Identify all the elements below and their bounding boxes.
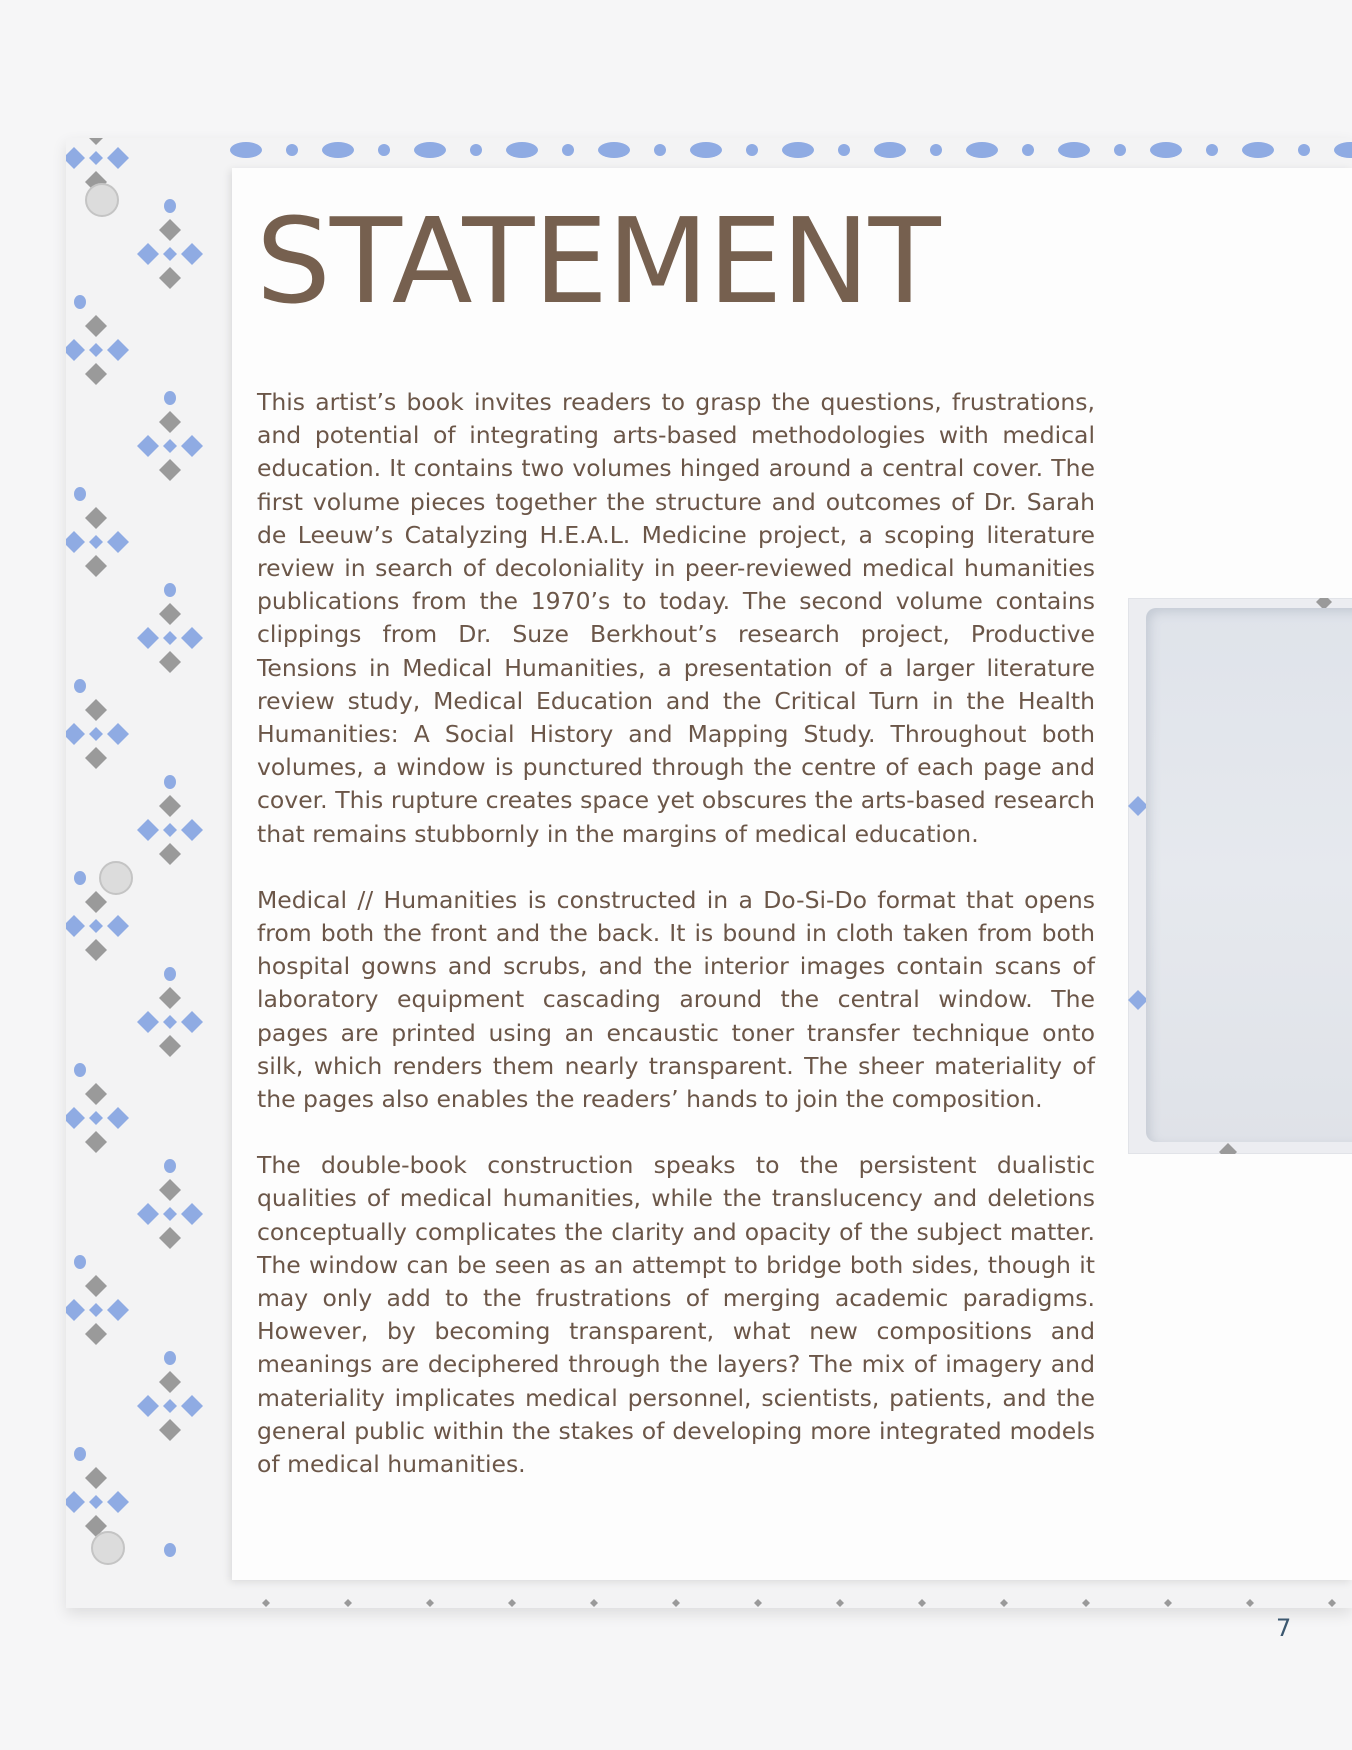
pattern-dot: [74, 871, 86, 885]
pattern-dot: [74, 295, 86, 309]
pattern-diamond: [89, 343, 103, 357]
pattern-dot: [782, 142, 814, 158]
pattern-diamond: [89, 151, 103, 165]
pattern-diamond: [137, 819, 159, 841]
pattern-diamond: [181, 435, 203, 457]
pattern-dot: [966, 142, 998, 158]
pattern-diamond: [66, 915, 85, 937]
pattern-diamond: [1328, 1599, 1336, 1607]
pattern-diamond: [590, 1599, 598, 1607]
pattern-diamond: [85, 747, 107, 769]
pattern-dot: [506, 142, 538, 158]
pattern-diamond: [181, 1011, 203, 1033]
pattern-diamond: [89, 535, 103, 549]
pattern-diamond: [836, 1599, 844, 1607]
pattern-diamond: [107, 1299, 129, 1321]
pattern-diamond: [159, 267, 181, 289]
pattern-diamond: [66, 1299, 85, 1321]
pattern-diamond: [66, 723, 85, 745]
page-number: 7: [1276, 1614, 1292, 1642]
pattern-diamond: [672, 1599, 680, 1607]
pattern-diamond: [159, 795, 181, 817]
pattern-diamond: [181, 1203, 203, 1225]
pattern-dot: [74, 487, 86, 501]
pattern-diamond: [426, 1599, 434, 1607]
pattern-diamond: [1128, 796, 1148, 816]
pattern-diamond: [262, 1599, 270, 1607]
pattern-dot: [1242, 142, 1274, 158]
pattern-diamond: [137, 1395, 159, 1417]
pattern-diamond: [159, 1419, 181, 1441]
pattern-diamond: [85, 555, 107, 577]
pattern-dot: [378, 144, 390, 156]
pattern-diamond: [159, 603, 181, 625]
pattern-diamond: [159, 1371, 181, 1393]
pattern-diamond: [181, 627, 203, 649]
paragraph-1: This artist’s book invites readers to grasp the questions, frustrations, and potential of integrating arts-based methodologies with medical education. It contains two volumes hinged around a central cover. The first volume pieces together the structure and outcomes of Dr. Sarah de Leeuw’s Catalyzing H.E.A.L. Medicine project, a scoping literature review in search of decoloniality in peer-reviewed medical humanities publications from the 1970’s to today. The second volume contains clippings from Dr. Suze Berkhout’s research project, Productive Tensions in Medical Humanities, a presentation of a larger literature review study, Medical Education and the Critical Turn in the Health Humanities: A Social History and Mapping Study. Throughout both volumes, a window is punctured through the centre of each page and cover. This rupture creates space yet obscures the arts-based research that remains stubbornly in the margins of medical education.: [257, 388, 1095, 848]
pattern-diamond: [1246, 1599, 1254, 1607]
pattern-diamond: [163, 823, 177, 837]
pattern-dot: [838, 144, 850, 156]
pattern-dot: [562, 144, 574, 156]
pattern-diamond: [107, 1107, 129, 1129]
pattern-diamond: [85, 699, 107, 721]
pattern-dot: [1022, 144, 1034, 156]
pattern-diamond: [163, 439, 177, 453]
pattern-diamond: [85, 939, 107, 961]
pattern-diamond: [89, 727, 103, 741]
pattern-dot: [322, 142, 354, 158]
pattern-diamond: [159, 1227, 181, 1249]
pattern-dot: [164, 1543, 176, 1557]
pattern-diamond: [137, 435, 159, 457]
pattern-dot: [230, 142, 262, 158]
pattern-diamond: [137, 1203, 159, 1225]
pattern-diamond: [137, 1011, 159, 1033]
pattern-diamond: [66, 339, 85, 361]
pattern-diamond: [66, 147, 85, 169]
pattern-diamond: [107, 339, 129, 361]
pattern-diamond: [159, 219, 181, 241]
pattern-dot: [654, 144, 666, 156]
pattern-diamond: [85, 1083, 107, 1105]
pattern-dot: [1058, 142, 1090, 158]
pattern-diamond: [89, 1111, 103, 1125]
pattern-diamond: [85, 1467, 107, 1489]
pattern-diamond: [107, 1491, 129, 1513]
pattern-dot: [1298, 144, 1310, 156]
pattern-dot: [164, 967, 176, 981]
pattern-diamond: [159, 987, 181, 1009]
pattern-diamond: [107, 147, 129, 169]
pattern-diamond: [181, 1395, 203, 1417]
paragraph-3: The double-book construction speaks to the persistent dualistic qualities of medical humanities, while the translucency and deletions conceptually complicates the clarity and opacity of the subject matter. The window can be seen as an attempt to bridge both sides, though it may only add to the frustrations of merging academic paradigms. However, by becoming transparent, what new compositions and meanings are deciphered through the layers? The mix of imagery and materiality implicates medical personnel, scientists, patients, and the general public within the stakes of developing more integrated models of medical humanities.: [257, 1151, 1095, 1479]
pattern-diamond: [1082, 1599, 1090, 1607]
pattern-diamond: [85, 1275, 107, 1297]
pattern-diamond: [85, 363, 107, 385]
pattern-dot: [164, 391, 176, 405]
pattern-diamond: [163, 1207, 177, 1221]
pattern-diamond: [159, 1035, 181, 1057]
pattern-diamond: [163, 1015, 177, 1029]
pattern-dot: [164, 199, 176, 213]
pattern-diamond: [66, 1107, 85, 1129]
pattern-diamond: [918, 1599, 926, 1607]
pattern-diamond: [508, 1599, 516, 1607]
pattern-dot: [1114, 144, 1126, 156]
pattern-diamond: [344, 1599, 352, 1607]
pattern-dot: [74, 1063, 86, 1077]
pattern-diamond: [85, 891, 107, 913]
pattern-dot: [74, 1255, 86, 1269]
pattern-diamond: [85, 1131, 107, 1153]
pattern-dot: [1150, 142, 1182, 158]
pattern-diamond: [107, 531, 129, 553]
pattern-diamond: [181, 819, 203, 841]
pattern-diamond: [89, 1495, 103, 1509]
pattern-diamond: [89, 1303, 103, 1317]
pattern-diamond: [85, 138, 107, 145]
pattern-dot: [164, 775, 176, 789]
pattern-dot: [286, 144, 298, 156]
pattern-diamond: [163, 631, 177, 645]
pattern-diamond: [159, 459, 181, 481]
pattern-diamond: [1219, 1143, 1237, 1154]
pattern-dot: [598, 142, 630, 158]
pattern-diamond: [159, 651, 181, 673]
pin-icon: [100, 862, 132, 894]
paragraph-2: Medical // Humanities is constructed in a Do-Si-Do format that opens from both the front and the back. It is bound in cloth taken from both hospital gowns and scrubs, and the interior images contain scans of laboratory equipment cascading around the central window. The pages are printed using an encaustic toner transfer technique onto silk, which renders them nearly transparent. The sheer materiality of the pages also enables the readers’ hands to join the composition.: [257, 885, 1095, 1114]
window-cutout: [1128, 598, 1352, 1154]
pin-icon: [86, 184, 118, 216]
pattern-dot: [690, 142, 722, 158]
pattern-diamond: [163, 1399, 177, 1413]
page-title: STATEMENT: [256, 192, 940, 330]
pattern-diamond: [163, 247, 177, 261]
pattern-diamond: [89, 919, 103, 933]
pattern-diamond: [1128, 990, 1148, 1010]
pattern-dot: [746, 144, 758, 156]
window-opening: [1146, 608, 1352, 1142]
pattern-diamond: [754, 1599, 762, 1607]
pattern-dot: [470, 144, 482, 156]
pattern-dot: [874, 142, 906, 158]
pattern-dot: [74, 679, 86, 693]
pattern-diamond: [66, 531, 85, 553]
pattern-diamond: [137, 627, 159, 649]
pattern-diamond: [159, 1179, 181, 1201]
pattern-dot: [164, 1159, 176, 1173]
pattern-diamond: [137, 243, 159, 265]
statement-body: [257, 386, 1095, 1514]
pattern-diamond: [85, 315, 107, 337]
pattern-diamond: [107, 723, 129, 745]
pin-icon: [92, 1532, 124, 1564]
pattern-diamond: [181, 243, 203, 265]
pattern-dot: [74, 1447, 86, 1461]
pattern-dot: [1334, 142, 1352, 158]
pattern-diamond: [107, 915, 129, 937]
pattern-dot: [414, 142, 446, 158]
pattern-diamond: [66, 1491, 85, 1513]
pattern-diamond: [1164, 1599, 1172, 1607]
pattern-diamond: [159, 411, 181, 433]
pattern-dot: [930, 144, 942, 156]
pattern-diamond: [85, 1323, 107, 1345]
pattern-diamond: [1000, 1599, 1008, 1607]
pattern-dot: [1206, 144, 1218, 156]
pattern-dot: [164, 583, 176, 597]
pattern-diamond: [85, 507, 107, 529]
pattern-dot: [164, 1351, 176, 1365]
pattern-diamond: [159, 843, 181, 865]
